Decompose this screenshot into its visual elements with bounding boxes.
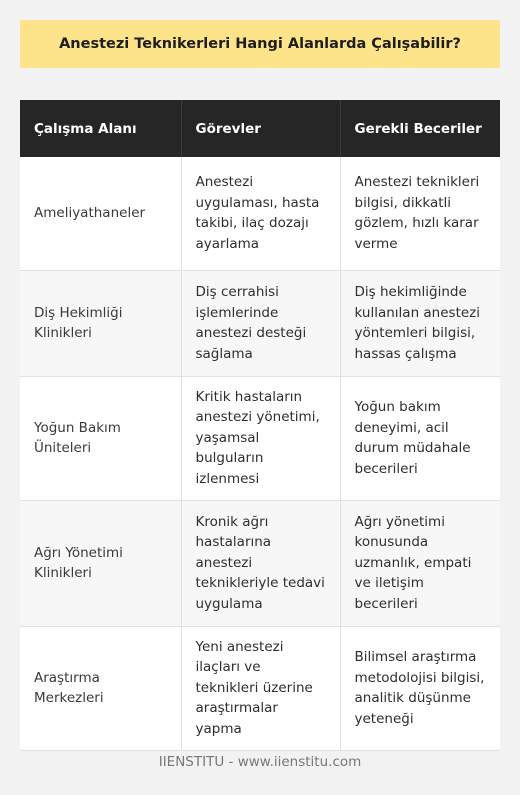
page-title: Anestezi Teknikerleri Hangi Alanlarda Çalışabilir? [59, 36, 461, 52]
cell-duties: Anestezi uygulaması, hasta takibi, ilaç dozajı ayarlama [181, 157, 340, 270]
cell-skills: Anestezi teknikleri bilgisi, dikkatli gözlem, hızlı karar verme [340, 157, 500, 270]
table-row [20, 626, 500, 750]
table-row [20, 270, 500, 376]
cell-area: Ağrı Yönetimi Klinikleri [20, 500, 181, 626]
cell-duties: Kritik hastaların anestezi yönetimi, yaşamsal bulguların izlenmesi [181, 376, 340, 500]
cell-skills: Yoğun bakım deneyimi, acil durum müdahale becerileri [340, 376, 500, 500]
cell-area: Ameliyathaneler [20, 157, 181, 270]
info-table [20, 100, 500, 751]
table-row [20, 376, 500, 500]
header-skills: Gerekli Beceriler [340, 100, 500, 157]
cell-area: Araştırma Merkezleri [20, 626, 181, 750]
cell-duties: Diş cerrahisi işlemlerinde anestezi desteği sağlama [181, 270, 340, 376]
table-row [20, 157, 500, 270]
cell-skills: Diş hekimliğinde kullanılan anestezi yöntemleri bilgisi, hassas çalışma [340, 270, 500, 376]
cell-duties: Kronik ağrı hastalarına anestezi teknikleriyle tedavi uygulama [181, 500, 340, 626]
cell-duties: Yeni anestezi ilaçları ve teknikleri üzerine araştırmalar yapma [181, 626, 340, 750]
footer-credit: IIENSTITU - www.iienstitu.com [158, 754, 362, 770]
header-area: Çalışma Alanı [20, 100, 181, 157]
cell-area: Diş Hekimliği Klinikleri [20, 270, 181, 376]
cell-skills: Bilimsel araştırma metodolojisi bilgisi, analitik düşünme yeteneği [340, 626, 500, 750]
header-duties: Görevler [181, 100, 340, 157]
cell-area: Yoğun Bakım Üniteleri [20, 376, 181, 500]
table-row [20, 500, 500, 626]
cell-skills: Ağrı yönetimi konusunda uzmanlık, empati ve iletişim becerileri [340, 500, 500, 626]
table-header-row [20, 100, 500, 157]
title-banner [20, 20, 500, 68]
